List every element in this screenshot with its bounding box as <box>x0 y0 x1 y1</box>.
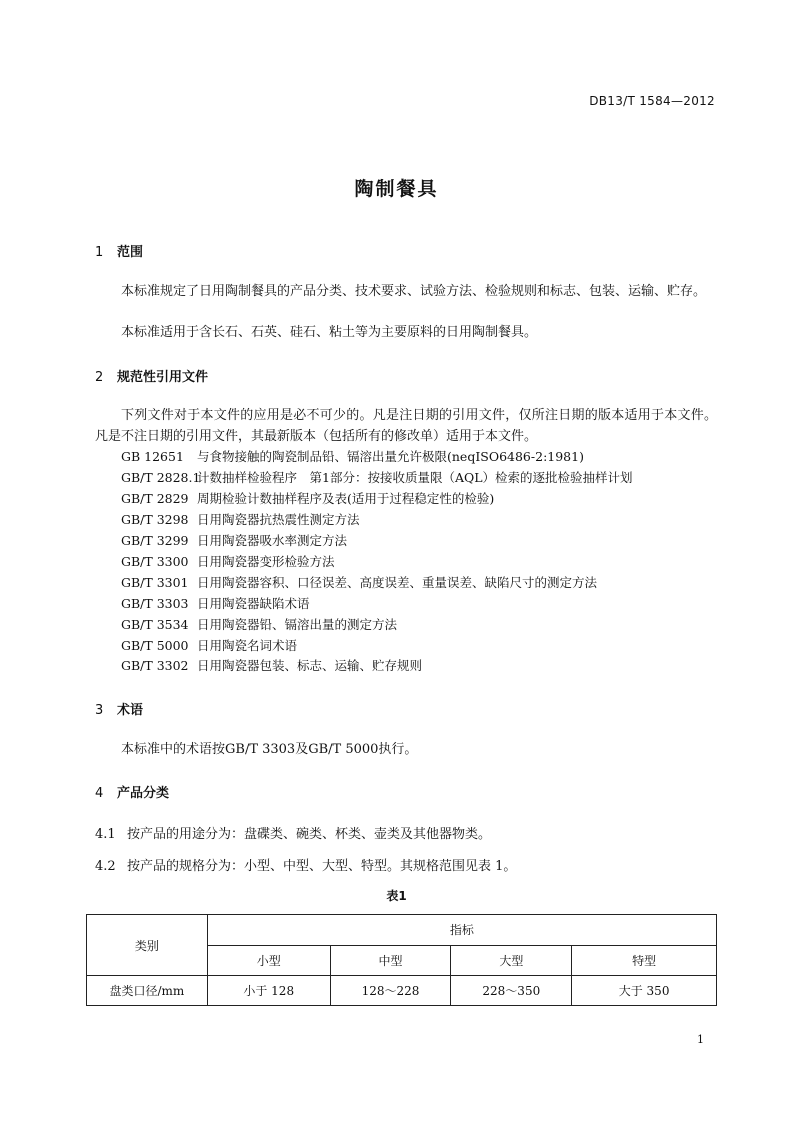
section-title: 规范性引用文件 <box>117 370 209 385</box>
section-title: 术语 <box>117 703 144 718</box>
reference-item <box>121 447 584 465</box>
reference-title: 日用陶瓷名词术语 <box>197 638 298 653</box>
reference-code: GB/T 2829 <box>121 491 189 506</box>
reference-code: GB/T 3303 <box>121 596 189 611</box>
clause-4-1 <box>95 823 491 842</box>
table-cell: 大于 350 <box>572 976 717 1006</box>
section-1-heading <box>95 241 143 260</box>
reference-item <box>121 510 360 528</box>
section-number: 1 <box>95 245 104 260</box>
reference-code: GB/T 3301 <box>121 575 189 590</box>
reference-title: 日用陶瓷器吸水率测定方法 <box>197 533 348 548</box>
reference-title: 计数抽样检验程序 第1部分：按接收质量限（AQL）检索的逐批检验抽样计划 <box>197 470 633 485</box>
header-size: 中型 <box>330 945 451 976</box>
reference-item <box>121 573 597 591</box>
reference-item <box>121 531 347 549</box>
clause-text: 按产品的用途分为：盘碟类、碗类、杯类、壶类及其他器物类。 <box>127 827 492 842</box>
reference-item <box>121 489 494 507</box>
page-number: 1 <box>697 1033 704 1046</box>
header-category: 类别 <box>87 915 208 976</box>
reference-item <box>121 615 397 633</box>
reference-title: 日用陶瓷器缺陷术语 <box>197 596 310 611</box>
table-header-row <box>87 915 717 946</box>
table-1 <box>86 914 717 1006</box>
header-indicator: 指标 <box>207 915 716 946</box>
section-3-paragraph: 本标准中的术语按GB/T 3303及GB/T 5000执行。 <box>121 742 418 757</box>
document-code: DB13/T 1584—2012 <box>589 94 715 108</box>
section-title: 产品分类 <box>117 786 170 801</box>
table-cell: 228～350 <box>451 976 572 1006</box>
section-title: 范围 <box>117 245 144 260</box>
reference-code: GB/T 5000 <box>121 638 189 653</box>
clause-number: 4.1 <box>95 827 116 842</box>
section-number: 2 <box>95 370 104 385</box>
reference-code: GB/T 2828.1 <box>121 470 201 485</box>
reference-title: 日用陶瓷器容积、口径误差、高度误差、重量误差、缺陷尺寸的测定方法 <box>197 575 598 590</box>
reference-code: GB/T 3300 <box>121 554 189 569</box>
reference-item <box>121 594 310 612</box>
reference-item <box>121 656 422 674</box>
reference-item <box>121 636 297 654</box>
reference-title: 日用陶瓷器铅、镉溶出量的测定方法 <box>197 617 398 632</box>
section-1-paragraph-1: 本标准规定了日用陶制餐具的产品分类、技术要求、试验方法、检验规则和标志、包装、运输、贮存。 <box>121 284 707 299</box>
reference-item <box>121 468 633 486</box>
header-size: 特型 <box>572 945 717 976</box>
section-2-heading <box>95 366 208 385</box>
table-cell: 128～228 <box>330 976 451 1006</box>
section-2-intro: 下列文件对于本文件的应用是必不可少的。凡是注日期的引用文件，仅所注日期的版本适用于本文件。凡是不注日期的引用文件，其最新版本（包括所有的修改单）适用于本文件。 <box>95 408 717 444</box>
table-row <box>87 976 717 1006</box>
table-cell: 小于 128 <box>207 976 330 1006</box>
header-size: 大型 <box>451 945 572 976</box>
table-caption: 表1 <box>386 889 407 903</box>
reference-title: 日用陶瓷器抗热震性测定方法 <box>197 512 360 527</box>
section-number: 3 <box>95 703 104 718</box>
reference-code: GB/T 3534 <box>121 617 189 632</box>
clause-text: 按产品的规格分为：小型、中型、大型、特型。其规格范围见表 1。 <box>127 859 517 874</box>
reference-code: GB/T 3302 <box>121 658 189 673</box>
section-1-paragraph-2: 本标准适用于含长石、石英、硅石、粘土等为主要原料的日用陶制餐具。 <box>121 325 538 340</box>
reference-title: 与食物接触的陶瓷制品铅、镉溶出量允许极限(neqISO6486-2:1981) <box>197 449 584 464</box>
header-size: 小型 <box>207 945 330 976</box>
clause-number: 4.2 <box>95 859 116 874</box>
reference-code: GB 12651 <box>121 449 184 464</box>
section-3-heading <box>95 699 143 718</box>
reference-item <box>121 552 335 570</box>
page-title: 陶制餐具 <box>354 178 439 200</box>
row-label: 盘类口径/mm <box>87 976 208 1006</box>
section-number: 4 <box>95 786 104 801</box>
clause-4-2 <box>95 855 516 874</box>
reference-code: GB/T 3299 <box>121 533 189 548</box>
reference-code: GB/T 3298 <box>121 512 189 527</box>
reference-title: 日用陶瓷器包装、标志、运输、贮存规则 <box>197 658 423 673</box>
reference-title: 日用陶瓷器变形检验方法 <box>197 554 335 569</box>
section-4-heading <box>95 782 169 801</box>
reference-title: 周期检验计数抽样程序及表(适用于过程稳定性的检验) <box>197 491 495 506</box>
